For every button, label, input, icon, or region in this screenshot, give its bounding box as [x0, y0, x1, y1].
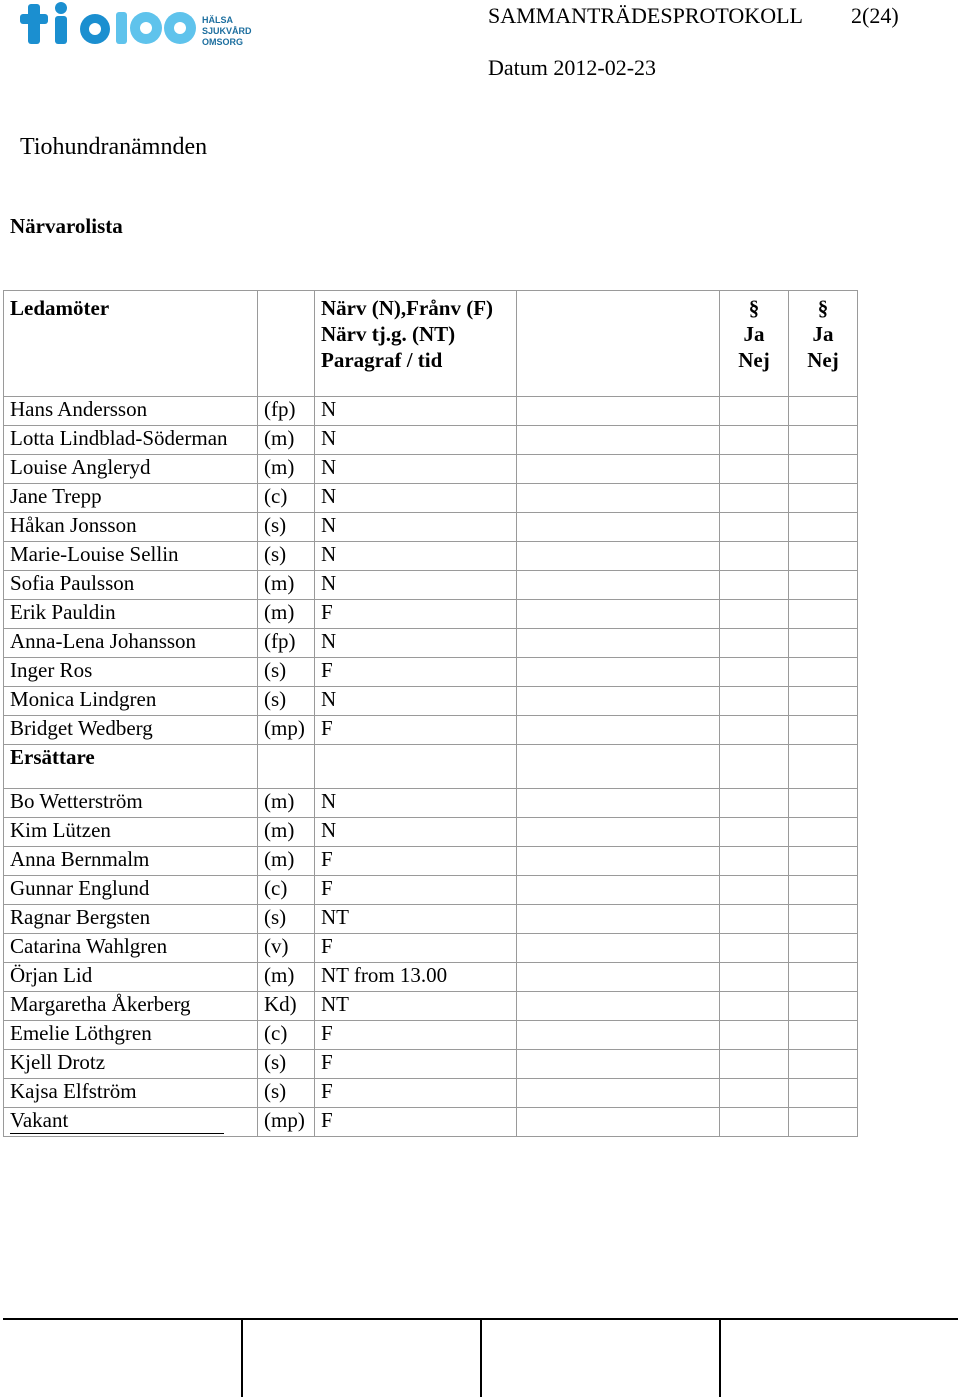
header-party: [258, 291, 315, 397]
paragraph-cell: [517, 963, 720, 992]
member-party: (m): [258, 600, 315, 629]
member-status: F: [315, 658, 517, 687]
table-row: [4, 789, 858, 818]
vote-cell-1: [720, 992, 789, 1021]
table-row: [4, 658, 858, 687]
vote-cell-2: [789, 992, 858, 1021]
header-attendance-line-2: Närv tj.g. (NT): [321, 322, 456, 346]
member-status: N: [315, 818, 517, 847]
member-status: N: [315, 542, 517, 571]
member-status: N: [315, 397, 517, 426]
member-party: (fp): [258, 629, 315, 658]
paragraph-cell: [517, 455, 720, 484]
vote-cell-1: [720, 629, 789, 658]
table-row: [4, 571, 858, 600]
header-vote-2: [789, 291, 858, 397]
member-name: Örjan Lid: [4, 963, 258, 992]
member-party: (v): [258, 934, 315, 963]
member-status: N: [315, 513, 517, 542]
paragraph-cell: [517, 1108, 720, 1137]
committee-name: Tiohundranämnden: [20, 134, 208, 160]
tio100-logo: [18, 2, 258, 54]
vote-cell-2: [789, 513, 858, 542]
vote-cell-1: [720, 1108, 789, 1137]
paragraph-cell: [517, 513, 720, 542]
member-party: (s): [258, 687, 315, 716]
member-party: (mp): [258, 1108, 315, 1137]
table-row: [4, 1050, 858, 1079]
member-party: (s): [258, 542, 315, 571]
member-party: (m): [258, 426, 315, 455]
header-members: Ledamöter: [4, 291, 258, 397]
paragraph-cell: [517, 600, 720, 629]
member-name: Margaretha Åkerberg: [4, 992, 258, 1021]
vote-cell-1: [720, 397, 789, 426]
member-name: Monica Lindgren: [4, 687, 258, 716]
header-empty: [517, 291, 720, 397]
paragraph-cell: [517, 571, 720, 600]
vote-cell-1: [720, 1050, 789, 1079]
empty-cell: [517, 745, 720, 789]
signature-box-divider: [241, 1318, 243, 1397]
page-number: 2(24): [851, 3, 899, 28]
vote-cell-2: [789, 1079, 858, 1108]
member-party: (s): [258, 513, 315, 542]
member-name: Jane Trepp: [4, 484, 258, 513]
empty-cell: [789, 745, 858, 789]
vote-cell-2: [789, 847, 858, 876]
member-party: (s): [258, 1050, 315, 1079]
member-party: (fp): [258, 397, 315, 426]
member-party: (c): [258, 484, 315, 513]
vote-cell-2: [789, 789, 858, 818]
member-name: Catarina Wahlgren: [4, 934, 258, 963]
member-status: NT from 13.00: [315, 963, 517, 992]
member-status: F: [315, 1079, 517, 1108]
vote-cell-1: [720, 1079, 789, 1108]
member-status: F: [315, 1108, 517, 1137]
member-status: N: [315, 484, 517, 513]
member-party: Kd): [258, 992, 315, 1021]
vote-cell-1: [720, 484, 789, 513]
member-name: Erik Pauldin: [4, 600, 258, 629]
member-status: NT: [315, 992, 517, 1021]
paragraph-cell: [517, 992, 720, 1021]
paragraph-cell: [517, 905, 720, 934]
member-name: Bridget Wedberg: [4, 716, 258, 745]
vote-cell-2: [789, 818, 858, 847]
table-row: [4, 687, 858, 716]
substitutes-header-row: [4, 745, 858, 789]
member-status: F: [315, 600, 517, 629]
document-title: SAMMANTRÄDESPROTOKOLL: [488, 3, 803, 28]
vote-cell-1: [720, 716, 789, 745]
member-party: (m): [258, 847, 315, 876]
member-status: N: [315, 629, 517, 658]
vote-cell-1: [720, 818, 789, 847]
paragraph-cell: [517, 876, 720, 905]
vote-cell-2: [789, 905, 858, 934]
paragraph-cell: [517, 934, 720, 963]
logo-tagline-1: HÄLSA: [202, 15, 233, 25]
member-name: Kjell Drotz: [4, 1050, 258, 1079]
member-status: F: [315, 934, 517, 963]
member-status: N: [315, 687, 517, 716]
paragraph-cell: [517, 658, 720, 687]
vote-cell-1: [720, 455, 789, 484]
member-name: Kajsa Elfström: [4, 1079, 258, 1108]
table-header-row: [4, 291, 858, 397]
signature-box-divider: [719, 1318, 721, 1397]
substitutes-label: Ersättare: [4, 745, 258, 789]
member-name: Hans Andersson: [4, 397, 258, 426]
vote-yes-label: Ja: [743, 322, 765, 346]
vote-no-label: Nej: [738, 348, 770, 372]
member-party: (m): [258, 571, 315, 600]
table-row: [4, 600, 858, 629]
vote-cell-1: [720, 571, 789, 600]
table-row: [4, 876, 858, 905]
vote-cell-2: [789, 1050, 858, 1079]
table-row: [4, 963, 858, 992]
attendance-table: [3, 290, 858, 1137]
member-party: (mp): [258, 716, 315, 745]
member-name: Marie-Louise Sellin: [4, 542, 258, 571]
vote-cell-2: [789, 629, 858, 658]
vote-cell-2: [789, 484, 858, 513]
logo-tagline-3: OMSORG: [202, 37, 244, 47]
paragraph-cell: [517, 818, 720, 847]
member-party: (m): [258, 963, 315, 992]
table-row: [4, 934, 858, 963]
vote-cell-2: [789, 542, 858, 571]
vote-cell-1: [720, 905, 789, 934]
member-status: N: [315, 789, 517, 818]
table-row: [4, 1021, 858, 1050]
table-row: [4, 397, 858, 426]
paragraph-cell: [517, 397, 720, 426]
vote-cell-2: [789, 934, 858, 963]
member-status: F: [315, 847, 517, 876]
vote-cell-2: [789, 658, 858, 687]
signature-box-divider: [480, 1318, 482, 1397]
member-name: Anna Bernmalm: [4, 847, 258, 876]
member-name: Gunnar Englund: [4, 876, 258, 905]
vote-cell-1: [720, 658, 789, 687]
member-status: F: [315, 1021, 517, 1050]
footnote-separator: [10, 1133, 224, 1134]
paragraph-cell: [517, 716, 720, 745]
attendance-list-title: Närvarolista: [10, 214, 123, 238]
member-name: Louise Angleryd: [4, 455, 258, 484]
member-party: (c): [258, 876, 315, 905]
member-name: Vakant: [4, 1108, 258, 1137]
paragraph-cell: [517, 1021, 720, 1050]
table-row: [4, 426, 858, 455]
paragraph-cell: [517, 426, 720, 455]
paragraph-cell: [517, 1050, 720, 1079]
table-row: [4, 992, 858, 1021]
member-name: Ragnar Bergsten: [4, 905, 258, 934]
table-row: [4, 542, 858, 571]
member-status: N: [315, 426, 517, 455]
empty-cell: [720, 745, 789, 789]
member-status: NT: [315, 905, 517, 934]
vote-no-label: Nej: [807, 348, 839, 372]
vote-cell-1: [720, 426, 789, 455]
vote-yes-label: Ja: [812, 322, 834, 346]
member-name: Lotta Lindblad-Söderman: [4, 426, 258, 455]
member-status: F: [315, 876, 517, 905]
member-party: (s): [258, 658, 315, 687]
member-party: (s): [258, 1079, 315, 1108]
vote-cell-2: [789, 687, 858, 716]
member-name: Emelie Löthgren: [4, 1021, 258, 1050]
vote-cell-1: [720, 847, 789, 876]
vote-cell-2: [789, 1108, 858, 1137]
member-party: (m): [258, 789, 315, 818]
vote-cell-2: [789, 963, 858, 992]
header-attendance: [315, 291, 517, 397]
meeting-date: Datum 2012-02-23: [488, 55, 657, 80]
logo-tagline-2: SJUKVÅRD: [202, 26, 252, 36]
vote-cell-1: [720, 876, 789, 905]
header-attendance-line-3: Paragraf / tid: [321, 348, 443, 372]
vote-cell-1: [720, 789, 789, 818]
member-status: N: [315, 571, 517, 600]
header-vote-1: [720, 291, 789, 397]
vote-cell-2: [789, 716, 858, 745]
member-party: (m): [258, 455, 315, 484]
table-row: [4, 629, 858, 658]
paragraph-cell: [517, 1079, 720, 1108]
paragraph-cell: [517, 687, 720, 716]
member-name: Bo Wetterström: [4, 789, 258, 818]
paragraph-cell: [517, 484, 720, 513]
member-status: N: [315, 455, 517, 484]
empty-cell: [315, 745, 517, 789]
vote-cell-2: [789, 571, 858, 600]
vote-cell-1: [720, 963, 789, 992]
vote-cell-1: [720, 934, 789, 963]
vote-cell-2: [789, 455, 858, 484]
table-row: [4, 847, 858, 876]
paragraph-cell: [517, 629, 720, 658]
member-name: Anna-Lena Johansson: [4, 629, 258, 658]
paragraph-cell: [517, 542, 720, 571]
table-row: [4, 905, 858, 934]
member-name: Sofia Paulsson: [4, 571, 258, 600]
table-row: [4, 716, 858, 745]
vote-cell-1: [720, 513, 789, 542]
vote-cell-2: [789, 876, 858, 905]
paragraph-cell: [517, 789, 720, 818]
empty-cell: [258, 745, 315, 789]
vote-cell-2: [789, 397, 858, 426]
vote-cell-1: [720, 1021, 789, 1050]
vote-cell-1: [720, 542, 789, 571]
member-party: (c): [258, 1021, 315, 1050]
member-name: Inger Ros: [4, 658, 258, 687]
vote-cell-1: [720, 687, 789, 716]
section-sign: §: [817, 296, 829, 320]
member-name: Håkan Jonsson: [4, 513, 258, 542]
header-attendance-line-1: Närv (N),Frånv (F): [321, 296, 494, 320]
member-status: F: [315, 1050, 517, 1079]
section-sign: §: [748, 296, 760, 320]
paragraph-cell: [517, 847, 720, 876]
vote-cell-2: [789, 1021, 858, 1050]
table-row: [4, 455, 858, 484]
table-row: [4, 1079, 858, 1108]
vote-cell-2: [789, 426, 858, 455]
vote-cell-1: [720, 600, 789, 629]
table-row: [4, 484, 858, 513]
table-row: [4, 818, 858, 847]
vote-cell-2: [789, 600, 858, 629]
table-row: [4, 513, 858, 542]
member-party: (m): [258, 818, 315, 847]
member-party: (s): [258, 905, 315, 934]
member-name: Kim Lützen: [4, 818, 258, 847]
member-status: F: [315, 716, 517, 745]
